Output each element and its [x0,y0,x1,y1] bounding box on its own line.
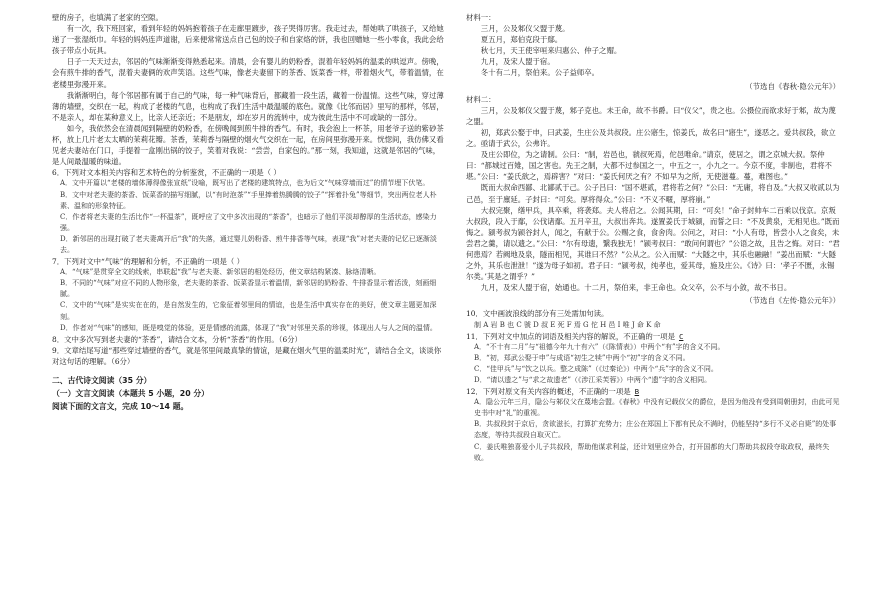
question-6-option-a: A．文中开篇以“老楼的墙体薄得像张宣纸”设喻，既写出了老楼的建筑特点，也为后文“气味穿墙而过”的情节埋下伏笔。 [60,179,430,188]
question-11-option-c: C．“佳甲兵”与“饮之以兵。整之成陈”（《过秦论》）中两个“兵”字的含义不同。 [474,364,718,373]
reading-instruction: 阅读下面的文言文，完成 10～14 题。 [52,402,189,412]
question-7-option-b: B．不同的“气味”对应不同的人物形象，老夫妻的茶香、饭菜香显示着温情，新邻居的奶粉香、牛排香显示着活泼，刻画细腻。 [60,279,437,299]
question-12-option-a: A．隐公元年三月，隐公与邾仪父在蔑地会盟。《春秋》中没有记载仪父的爵位，是因为他没有受到周朝册封，由此可见史书中对“礼”的重视。 [474,398,840,418]
right-column [466,12,840,607]
material-1-line: 九月，及宋人盟于宿。 [480,57,555,67]
question-7-option-a: A．“气味”是贯穿全文的线索，串联起“我”与老夫妻、新邻居的相处经历，使文章结构紧凑、脉络清晰。 [60,268,381,277]
question-10: 10．文中画波浪线的部分有三处需加句读。 [466,309,609,319]
passage-paragraph: 有一次，我下班回家，看到年轻的妈妈抱着孩子在走廊里踱步，孩子哭得厉害。我走过去，帮她哄了哄孩子，又给她递了一张湿纸巾。年轻的妈妈连声道谢，后来便常常送点自己包的饺子和自家烙的饼，我也回赠她一些小零食，我此会给孩子带点小玩具。 [52,24,444,56]
material-2-paragraph: 三月，公及邾仪父盟于蔑，邾子克也。未王命，故不书爵。曰“仪父”，贵之也。公摄位而欲求好于邾，故为蔑之盟。 [466,105,836,126]
material-1-source: （节选自《春秋·隐公元年》） [745,81,840,91]
question-7-option-d: D．作者对“气味”的感知，既是嗅觉的体验，更是情感的流露，体现了“我”对邻里关系的珍视，体现出人与人之间的温情。 [60,323,437,332]
question-11 [466,331,840,342]
passage-paragraph: 如今，我依然会在清晨闻到隔壁的奶粉香，在傍晚闻到煎牛排的香气。有时，我会泡上一杯茶，用老爷子送的紫砂茶杯，放上几片老太太晒的茉莉花瓣。茶香，茉莉香与隔壁的烟火气交织在一起，在房间里弥漫开来。恍惚间，我仿佛又看见老夫妻站在门口，手提着一盒刚出锅的饺子，笑着对我说：“尝尝，自家包的。”那一刻，我知道，这就是邻居的气味，是人间最温暖的味道。 [52,123,444,167]
material-2-paragraph: 既而大叔命西鄙、北鄙贰于己。公子吕曰：“国不堪贰，君将若之何？”公曰：“无庸，将自及。”大叔又收贰以为己邑，至于廪延。子封曰：“可矣。厚将得众。”公曰：“不义不暱，厚将崩。” [466,183,840,204]
question-6: 6．下列对文本相关内容和艺术特色的分析鉴赏，不正确的一项是（ ） [52,168,281,178]
question-7: 7．下列对文中“气味”的理解和分析，不正确的一项是（ ） [52,257,244,267]
question-9: 9．文章结尾写道“那些穿过墙壁的香气，就是邻里间最真挚的情谊，是藏在烟火气里的温柔时光”，请结合全文，谈谈你对这句话的理解。（6分） [52,345,442,366]
left-column [52,12,446,607]
question-6-option-b: B．文中对老夫妻的茶香、饭菜香的描写细腻，以“有时泡茶”“手里捧着热腾腾的饺子”“挥着扑兔”等细节，突出两位老人朴素、温和的形象特征。 [60,190,437,210]
question-12-option-b: B．共叔段封于京后，贪欲滋长，打算扩充势力；庄公在郑国上下都有民众不满时，仍能坚持“多行不义必自毙”的处事态度，等待共叔段自取灭亡。 [474,420,837,440]
material-2-paragraph: 九月，及宋人盟于宿，始通也。十二月，祭伯来，非王命也。众父卒，公不与小敛，故不书日。 [480,283,792,293]
material-1-line: 三月，公及邾仪父盟于蔑。 [480,24,570,34]
passage-paragraph: 壁的房子，也填满了老家的空隙。 [52,13,163,22]
question-12-answer: B [634,387,640,397]
material-1-line: 秋七月，天王使宰咺来归惠公、仲子之赗。 [480,46,622,56]
material-2-paragraph: 及庄公即位，为之请制。公曰：“制，岩邑也，虢叔死焉，佗邑唯命。”请京，使居之，谓之京城大叔。祭仲曰：“都城过百雉，国之害也。先王之制，大都不过参国之一，中五之一，小九之一。今京不度，非制也，君将不堪。”公曰：“姜氏欲之，焉辟害？”对曰：“姜氏何厌之有？不如早为之所，无使滋蔓。蔓，难图也。” [466,150,832,182]
question-12 [466,386,840,397]
passage-paragraph: 日子一天天过去，邻居的气味渐渐变得熟悉起来。清晨，会有婴儿的奶粉香，混着年轻妈妈的温柔的哄逗声。傍晚，会有煎牛排的香气，混着夫妻俩的欢声笑语。这些气味，像老夫妻留下的茶香、饭菜香一样，带着烟火气，带着温情，在老楼里弥漫开来。 [52,57,444,89]
question-12-stem: 12．下列对原文有关内容的概述，不正确的一项是 [466,387,631,397]
question-10-punctuation-line: 制 A 岩 B 也 C 虢 D 叔 E 死 F 焉 G 佗 H 邑 I 唯 J 命 K 命 [474,320,661,329]
question-11-option-b: B．“初，郑武公娶于申”与成语“初生之犊”中两个“初”字的含义不同。 [474,353,690,362]
question-11-option-a: A．“不十有二月”与“祖德今年九十有六”（《陈情表》）中两个“有”字的含义不同。 [474,342,725,351]
passage-paragraph: 我渐渐明白，每个邻居都有属于自己的气味，每一种气味背后，都藏着一段生活，藏着一份温情。这些气味，穿过薄薄的墙壁，交织在一起，构成了老楼的气息，也构成了我们生活中最温暖的底色。就像《比邻而居》里写的那样，邻居，不是亲人，却在某种意义上，比亲人还亲近；不是朋友，却在岁月的流转中，成为彼此生活中不可或缺的一部分。 [52,90,444,122]
material-2-paragraph: 大叔完聚，缮甲兵，具卒乘，将袭郑。夫人将启之。公闻其期，曰：“可矣！”命子封帅车二百乘以伐京。京叛大叔段，段入于鄢，公伐诸鄢。五月辛丑，大叔出奔共。遂置姜氏于城颍，而誓之曰：“不及黄泉，无相见也。”既而悔之。颍考叔为颍谷封人，闻之，有献于公。公赐之食，食舍肉。公问之，对曰：“小人有母，皆尝小人之食矣，未尝君之羹，请以遗之。”公曰：“尔有母遗，繄我独无！”颍考叔曰：“敢问何谓也？”公语之故，且告之悔。对曰：“君何患焉？若阙地及泉，隧而相见，其谁曰不然？”公从之。公入而赋：“大隧之中，其乐也融融！”姜出而赋：“大隧之外，其乐也泄泄！”遂为母子如初。君子曰：“颍考叔，纯孝也，爱其母，施及庄公。《诗》曰：‘孝子不匮，永锡尔类。’其是之谓乎？” [466,205,840,282]
material-2-source: （节选自《左传·隐公元年》） [745,296,840,306]
question-11-stem: 11．下列对文中加点的词语及相关内容的解说，不正确的一项是 [466,331,675,341]
material-1-line: 夏五月，郑伯克段于鄢。 [480,35,563,45]
section-heading: 二、古代诗文阅读（35 分） [52,376,152,385]
question-6-option-c: C．作者将老夫妻的生活比作“一杯温茶”，既呼应了文中多次出现的“茶香”，也暗示了他们平淡却醇厚的生活状态，感染力强。 [60,212,437,232]
question-6-option-d: D．新邻居的出现打破了老夫妻离开后“我”的失落，通过婴儿奶粉香、煎牛排香等气味，表现“我”对老夫妻的记忆已逐渐淡去。 [60,234,437,254]
material-1-heading: 材料一： [466,13,496,22]
material-2-paragraph: 初，郑武公娶于申，曰武姜，生庄公及共叔段。庄公寤生，惊姜氏，故名曰“寤生”，遂恶之。爱共叔段，欲立之。亟请于武公，公弗许。 [466,127,836,149]
subsection-heading: （一）文言文阅读（本题共 5 小题，20 分） [52,389,209,399]
question-11-option-d: D．“请以遗之”与“求之故遗老”（《涉江采芙蓉》）中两个“遗”字的含义相同。 [474,376,712,384]
material-1-line: 冬十有二月，祭伯来。公子益师卒。 [480,68,600,78]
question-7-option-c: C．文中的“气味”是实实在在的，是自然发生的，它象征着邻里间的情谊，也是生活中真实存在的美好，使文章主题更加深刻。 [60,301,437,321]
question-12-option-c: C．姜氏唯独喜爱小儿子共叔段，帮助他谋求利益，还计划里应外合，打开国都的大门帮助共叔段夺取政权，最终失败。 [474,442,830,462]
question-8: 8．文中多次写到老夫妻的“茶香”，请结合文本，分析“茶香”的作用。（6分） [52,334,302,344]
question-11-answer: C [678,331,684,341]
material-2-heading: 材料二： [466,94,496,104]
